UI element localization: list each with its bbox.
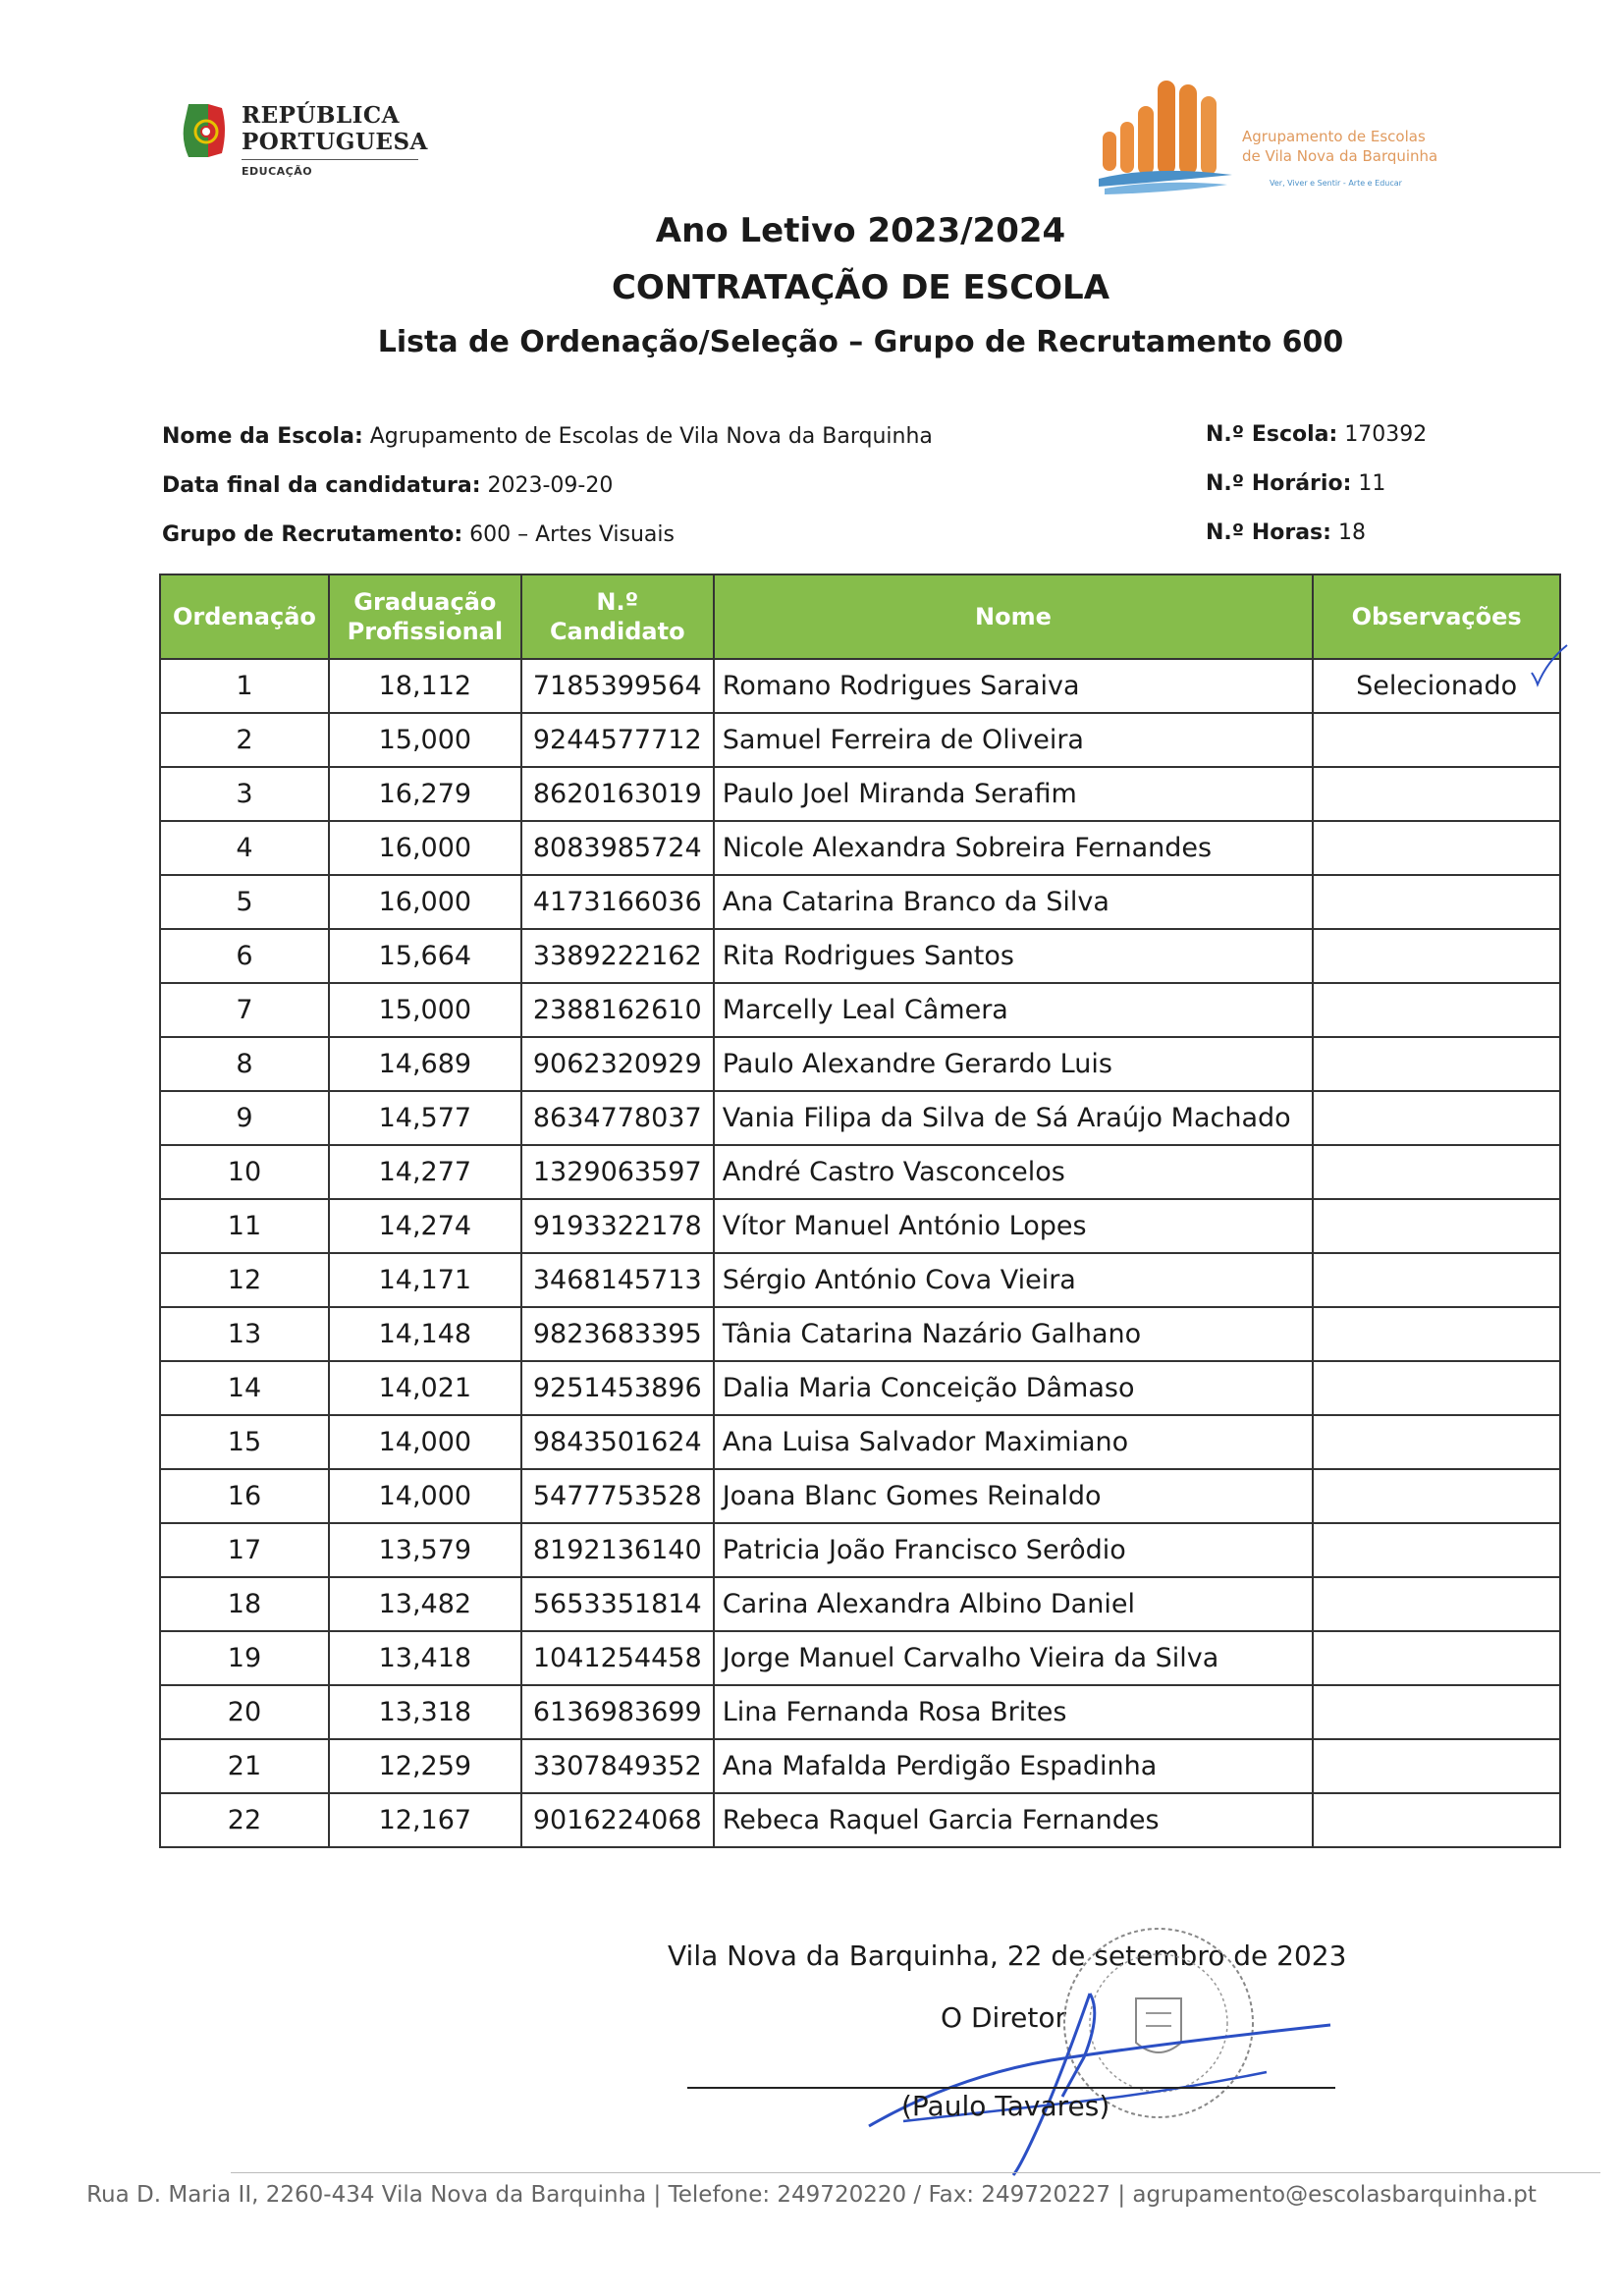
cell-name: Nicole Alexandra Sobreira Fernandes	[714, 821, 1314, 875]
document-titles	[0, 211, 1623, 374]
cell-grade: 13,579	[329, 1523, 521, 1577]
cell-grade: 15,000	[329, 713, 521, 767]
cell-candidate: 9823683395	[521, 1307, 714, 1361]
table-body	[160, 659, 1560, 1847]
cell-observations: Selecionado	[1313, 659, 1560, 713]
cell-candidate: 9062320929	[521, 1037, 714, 1091]
cell-order: 7	[160, 983, 329, 1037]
header-candidate	[521, 574, 714, 659]
candidates-table	[159, 574, 1561, 1848]
table-row	[160, 1631, 1560, 1685]
table-row	[160, 1199, 1560, 1253]
cell-candidate: 8192136140	[521, 1523, 714, 1577]
title-year: Ano Letivo 2023/2024	[655, 211, 1066, 250]
table-row	[160, 929, 1560, 983]
hours-value: 18	[1337, 520, 1366, 545]
cell-order: 20	[160, 1685, 329, 1739]
republica-portuguesa-logo	[179, 96, 434, 185]
group-row	[162, 522, 675, 547]
table-row	[160, 875, 1560, 929]
cell-observations	[1313, 1631, 1560, 1685]
table-row	[160, 1091, 1560, 1145]
cell-grade: 18,112	[329, 659, 521, 713]
cell-order: 10	[160, 1145, 329, 1199]
cell-observations	[1313, 1145, 1560, 1199]
cell-name: Joana Blanc Gomes Reinaldo	[714, 1469, 1314, 1523]
cell-order: 15	[160, 1415, 329, 1469]
table-row	[160, 767, 1560, 821]
cell-grade: 13,318	[329, 1685, 521, 1739]
cell-order: 9	[160, 1091, 329, 1145]
cell-observations	[1313, 1037, 1560, 1091]
checkmark-icon	[1530, 643, 1569, 690]
table-header-row	[160, 574, 1560, 659]
hours-label: N.º Horas:	[1206, 520, 1331, 545]
cell-grade: 14,148	[329, 1307, 521, 1361]
header-grade	[329, 574, 521, 659]
footer-divider	[231, 2172, 1600, 2173]
cell-name: Vítor Manuel António Lopes	[714, 1199, 1314, 1253]
table-row	[160, 1415, 1560, 1469]
cell-grade: 14,277	[329, 1145, 521, 1199]
cell-order: 6	[160, 929, 329, 983]
deadline-value: 2023-09-20	[487, 473, 614, 498]
cell-grade: 15,664	[329, 929, 521, 983]
table-row	[160, 713, 1560, 767]
cell-candidate: 8634778037	[521, 1091, 714, 1145]
table-row	[160, 1145, 1560, 1199]
header-candidate-line1: N.º	[596, 588, 639, 616]
cell-candidate: 3389222162	[521, 929, 714, 983]
cell-order: 4	[160, 821, 329, 875]
cell-order: 3	[160, 767, 329, 821]
cell-name: Paulo Alexandre Gerardo Luis	[714, 1037, 1314, 1091]
cell-grade: 14,689	[329, 1037, 521, 1091]
cell-name: Ana Mafalda Perdigão Espadinha	[714, 1739, 1314, 1793]
cell-name: Ana Luisa Salvador Maximiano	[714, 1415, 1314, 1469]
cell-name: Sérgio António Cova Vieira	[714, 1253, 1314, 1307]
hours-row	[1206, 520, 1366, 545]
table-row	[160, 1739, 1560, 1793]
logo-sub: EDUCAÇÃO	[242, 165, 313, 178]
cell-grade: 14,021	[329, 1361, 521, 1415]
cell-order: 19	[160, 1631, 329, 1685]
cell-order: 16	[160, 1469, 329, 1523]
table-row	[160, 1469, 1560, 1523]
cell-observations	[1313, 1253, 1560, 1307]
schedule-label: N.º Horário:	[1206, 471, 1352, 496]
header-name: Nome	[714, 574, 1314, 659]
cell-observations	[1313, 1199, 1560, 1253]
cell-candidate: 8620163019	[521, 767, 714, 821]
cell-grade: 14,577	[329, 1091, 521, 1145]
logo-divider	[242, 159, 418, 160]
table-row	[160, 659, 1560, 713]
cell-candidate: 9016224068	[521, 1793, 714, 1847]
logo-line-1: REPÚBLICA	[242, 102, 401, 129]
table-row	[160, 1577, 1560, 1631]
place-date: Vila Nova da Barquinha, 22 de setembro de 2023	[668, 1940, 1347, 1972]
cell-observations	[1313, 1685, 1560, 1739]
school-label: Nome da Escola:	[162, 424, 363, 449]
cell-grade: 14,274	[329, 1199, 521, 1253]
cell-observations	[1313, 1307, 1560, 1361]
table-row	[160, 1307, 1560, 1361]
cell-name: Dalia Maria Conceição Dâmaso	[714, 1361, 1314, 1415]
cell-candidate: 5477753528	[521, 1469, 714, 1523]
schedule-row	[1206, 471, 1385, 496]
cell-name: André Castro Vasconcelos	[714, 1145, 1314, 1199]
cell-observations	[1313, 1793, 1560, 1847]
table-row	[160, 821, 1560, 875]
cell-observations	[1313, 1469, 1560, 1523]
cell-grade: 15,000	[329, 983, 521, 1037]
cell-observations	[1313, 1415, 1560, 1469]
cell-name: Tânia Catarina Nazário Galhano	[714, 1307, 1314, 1361]
cell-name: Vania Filipa da Silva de Sá Araújo Machado	[714, 1091, 1314, 1145]
header-candidate-line2: Candidato	[549, 618, 685, 645]
cell-observations	[1313, 929, 1560, 983]
cell-observations	[1313, 1091, 1560, 1145]
group-value: 600 – Artes Visuais	[469, 522, 675, 547]
cell-candidate: 9251453896	[521, 1361, 714, 1415]
cell-grade: 14,171	[329, 1253, 521, 1307]
table-row	[160, 1685, 1560, 1739]
table-row	[160, 1523, 1560, 1577]
cell-order: 22	[160, 1793, 329, 1847]
cell-grade: 13,418	[329, 1631, 521, 1685]
cell-name: Ana Catarina Branco da Silva	[714, 875, 1314, 929]
cell-candidate: 3468145713	[521, 1253, 714, 1307]
cell-candidate: 2388162610	[521, 983, 714, 1037]
school-name-row	[162, 424, 933, 449]
school-number-value: 170392	[1344, 422, 1428, 447]
cell-observations	[1313, 713, 1560, 767]
cell-order: 12	[160, 1253, 329, 1307]
header-order: Ordenação	[160, 574, 329, 659]
cell-order: 1	[160, 659, 329, 713]
cell-name: Lina Fernanda Rosa Brites	[714, 1685, 1314, 1739]
cell-observations	[1313, 1577, 1560, 1631]
cell-order: 5	[160, 875, 329, 929]
cell-grade: 14,000	[329, 1415, 521, 1469]
school-value: Agrupamento de Escolas de Vila Nova da Barquinha	[369, 424, 933, 449]
cell-order: 18	[160, 1577, 329, 1631]
logo-line-2: PORTUGUESA	[242, 129, 428, 155]
table-row	[160, 983, 1560, 1037]
cell-candidate: 9193322178	[521, 1199, 714, 1253]
title-main: CONTRATAÇÃO DE ESCOLA	[611, 268, 1110, 307]
cell-grade: 12,167	[329, 1793, 521, 1847]
cell-observations	[1313, 821, 1560, 875]
header-observations: Observações	[1313, 574, 1560, 659]
logo-right-line-2: de Vila Nova da Barquinha	[1242, 147, 1438, 165]
cell-candidate: 8083985724	[521, 821, 714, 875]
cell-candidate: 4173166036	[521, 875, 714, 929]
cell-grade: 16,000	[329, 875, 521, 929]
cell-grade: 13,482	[329, 1577, 521, 1631]
school-number-row	[1206, 422, 1427, 447]
school-number-label: N.º Escola:	[1206, 422, 1338, 447]
portugal-emblem-icon	[179, 100, 228, 161]
cell-name: Rebeca Raquel Garcia Fernandes	[714, 1793, 1314, 1847]
cell-order: 21	[160, 1739, 329, 1793]
cell-observations	[1313, 1361, 1560, 1415]
group-label: Grupo de Recrutamento:	[162, 522, 463, 547]
cell-name: Romano Rodrigues Saraiva	[714, 659, 1314, 713]
cell-candidate: 9244577712	[521, 713, 714, 767]
cell-name: Jorge Manuel Carvalho Vieira da Silva	[714, 1631, 1314, 1685]
cell-observations	[1313, 1523, 1560, 1577]
cell-candidate: 5653351814	[521, 1577, 714, 1631]
school-logo-icon	[1095, 71, 1242, 198]
cell-observations	[1313, 875, 1560, 929]
cell-observations	[1313, 1739, 1560, 1793]
cell-candidate: 6136983699	[521, 1685, 714, 1739]
table-row	[160, 1361, 1560, 1415]
cell-name: Marcelly Leal Câmera	[714, 983, 1314, 1037]
cell-order: 17	[160, 1523, 329, 1577]
table-row	[160, 1037, 1560, 1091]
deadline-row	[162, 473, 613, 498]
cell-candidate: 9843501624	[521, 1415, 714, 1469]
cell-grade: 14,000	[329, 1469, 521, 1523]
cell-name: Rita Rodrigues Santos	[714, 929, 1314, 983]
header-grade-line2: Profissional	[347, 618, 504, 645]
cell-candidate: 3307849352	[521, 1739, 714, 1793]
cell-name: Paulo Joel Miranda Serafim	[714, 767, 1314, 821]
cell-grade: 16,000	[329, 821, 521, 875]
director-title: O Diretor	[941, 2001, 1067, 2034]
footer-contact: Rua D. Maria II, 2260-434 Vila Nova da Barquinha | Telefone: 249720220 / Fax: 249720227 | agrupamento@escolasbarquinha.pt	[86, 2182, 1537, 2208]
cell-candidate: 1329063597	[521, 1145, 714, 1199]
schedule-value: 11	[1358, 471, 1386, 496]
table-row	[160, 1253, 1560, 1307]
cell-name: Samuel Ferreira de Oliveira	[714, 713, 1314, 767]
deadline-label: Data final da candidatura:	[162, 473, 481, 498]
director-name: (Paulo Tavares)	[901, 2090, 1110, 2122]
table-row	[160, 1793, 1560, 1847]
cell-candidate: 1041254458	[521, 1631, 714, 1685]
logo-right-line-1: Agrupamento de Escolas	[1242, 128, 1426, 145]
agrupamento-logo	[1095, 71, 1488, 198]
cell-name: Patricia João Francisco Serôdio	[714, 1523, 1314, 1577]
cell-grade: 16,279	[329, 767, 521, 821]
cell-order: 8	[160, 1037, 329, 1091]
director-signature	[844, 1964, 1335, 2180]
header-grade-line1: Graduação	[353, 588, 497, 616]
cell-grade: 12,259	[329, 1739, 521, 1793]
cell-name: Carina Alexandra Albino Daniel	[714, 1577, 1314, 1631]
cell-observations	[1313, 983, 1560, 1037]
logo-right-line-3: Ver, Viver e Sentir - Arte e Educar	[1270, 179, 1402, 188]
cell-order: 2	[160, 713, 329, 767]
cell-order: 11	[160, 1199, 329, 1253]
cell-order: 13	[160, 1307, 329, 1361]
cell-observations	[1313, 767, 1560, 821]
signature-line	[687, 2087, 1335, 2089]
cell-order: 14	[160, 1361, 329, 1415]
title-sub: Lista de Ordenação/Seleção – Grupo de Recrutamento 600	[377, 325, 1344, 359]
cell-candidate: 7185399564	[521, 659, 714, 713]
